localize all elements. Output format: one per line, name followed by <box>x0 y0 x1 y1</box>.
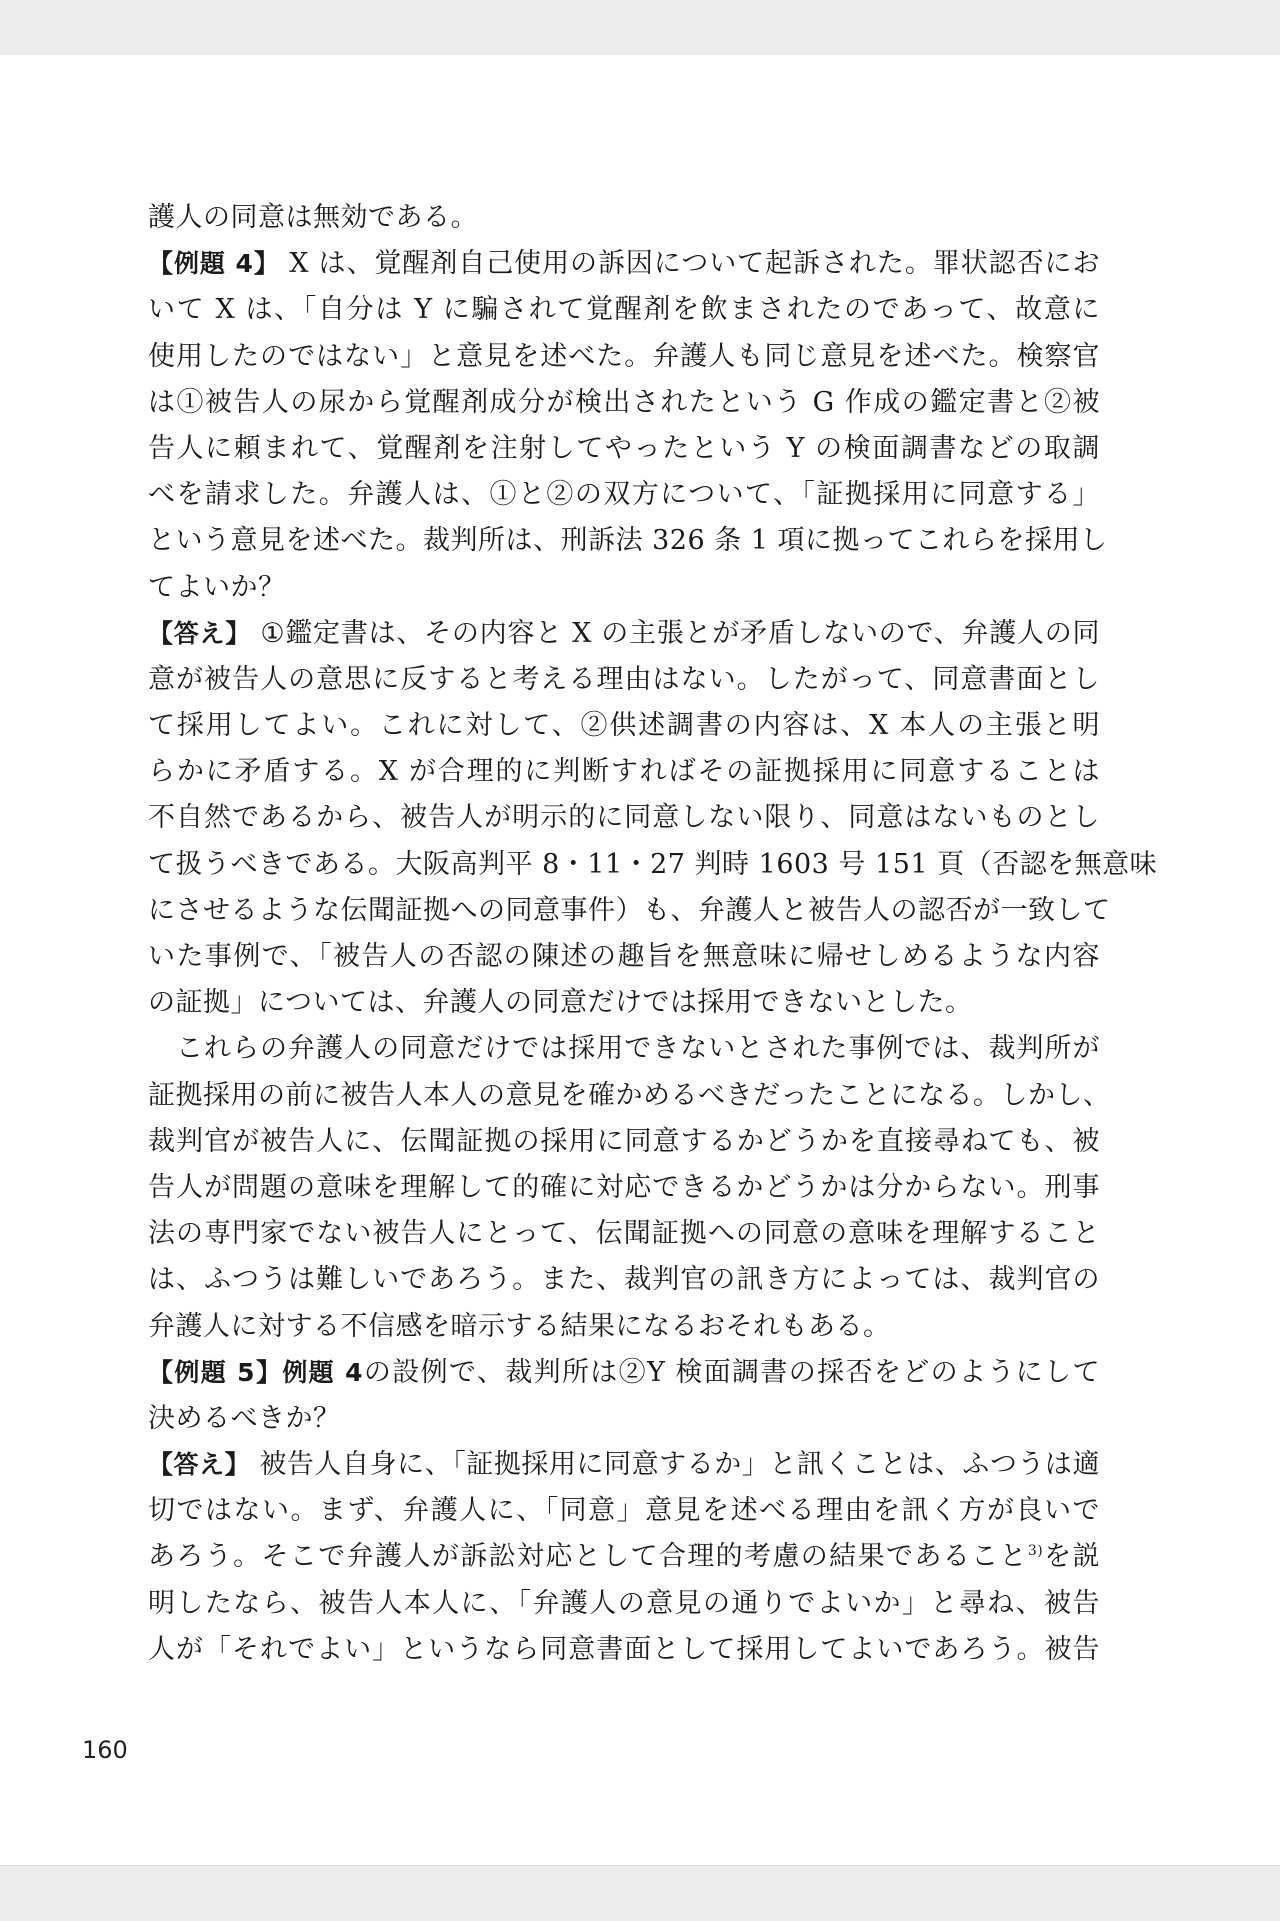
text-line: は①被告人の尿から覚醒剤成分が検出されたという G 作成の鑑定書と②被 <box>148 386 1100 418</box>
text-line: 証拠採用の前に被告人本人の意見を確かめるべきだったことになる。しかし、 <box>148 1079 1111 1111</box>
text-line: らかに矛盾する。X が合理的に判断すればその証拠採用に同意することは <box>148 756 1100 788</box>
text-segment: を説 <box>1043 1541 1100 1573</box>
footnote-line <box>148 1534 1100 1580</box>
viewer-bottom-bar <box>0 1865 1280 1921</box>
answer-4-line <box>148 611 1100 657</box>
text-line: 意が被告人の意思に反すると考える理由はない。したがって、同意書面とし <box>148 663 1100 695</box>
example-5-reference: 例題 4 <box>282 1357 364 1387</box>
answer-label: 【答え】 <box>148 618 252 648</box>
text-line: て扱うべきである。大阪高判平 8・11・27 判時 1603 号 151 頁（否認を無意味 <box>148 848 1158 880</box>
text-line: て採用してよい。これに対して、②供述調書の内容は、X 本人の主張と明 <box>148 710 1100 742</box>
text-line: てよいか？ <box>148 571 286 603</box>
text-line: 告人が問題の意味を理解して的確に対応できるかどうかは分からない。刑事 <box>148 1171 1100 1203</box>
text-line: 法の専門家でない被告人にとって、伝聞証拠への同意の意味を理解すること <box>148 1218 1100 1250</box>
text-line: の証拠」については、弁護人の同意だけでは採用できないとした。 <box>148 987 973 1019</box>
text-line: にさせるような伝聞証拠への同意事件）も、弁護人と被告人の認否が一致して <box>148 894 1111 926</box>
page-body <box>148 195 1158 1673</box>
text-line: 明したなら、被告人本人に、「弁護人の意見の通りでよいか」と尋ね、被告 <box>148 1587 1100 1619</box>
text-line: 不自然であるから、被告人が明示的に同意しない限り、同意はないものとし <box>148 802 1100 834</box>
footnote-reference[interactable]: 3) <box>1027 1543 1044 1560</box>
example-5-line <box>148 1350 1100 1396</box>
text-line: いて X は、「自分は Y に騙されて覚醒剤を飲まされたのであって、故意に <box>148 294 1100 326</box>
text-line: の設例で、裁判所は②Y 検面調書の採否をどのようにして <box>363 1356 1100 1388</box>
text-line: という意見を述べた。裁判所は、刑訴法 326 条 1 項に拠ってこれらを採用し <box>148 525 1108 557</box>
example-4-label: 【例題 4】 <box>148 249 280 279</box>
text-line: 切ではない。まず、弁護人に、「同意」意見を述べる理由を訊く方が良いで <box>148 1495 1100 1527</box>
text-line: は、ふつうは難しいであろう。また、裁判官の訊き方によっては、裁判官の <box>148 1264 1100 1296</box>
example-5-label: 【例題 5】 <box>148 1357 283 1387</box>
book-page <box>0 55 1280 1865</box>
text-line: ①鑑定書は、その内容と X の主張とが矛盾しないので、弁護人の同 <box>251 617 1100 649</box>
text-line: べを請求した。弁護人は、①と②の双方について、「証拠採用に同意する」 <box>148 479 1100 511</box>
text-line: 告人に頼まれて、覚醒剤を注射してやったという Y の検面調書などの取調 <box>148 432 1100 464</box>
page-number: 160 <box>82 1736 128 1764</box>
text-line: 裁判官が被告人に、伝聞証拠の採用に同意するかどうかを直接尋ねても、被 <box>148 1125 1100 1157</box>
answer-label: 【答え】 <box>148 1450 251 1480</box>
text-line: 護人の同意は無効である。 <box>148 202 478 233</box>
text-segment: あろう。そこで弁護人が訴訟対応として合理的考慮の結果であること <box>148 1541 1028 1573</box>
text-line: 使用したのではない」と意見を述べた。弁護人も同じ意見を述べた。検察官 <box>148 340 1100 372</box>
paragraph-start-line: これらの弁護人の同意だけでは採用できないとされた事例では、裁判所が <box>176 1033 1100 1065</box>
viewer-top-bar <box>0 0 1280 56</box>
text-line: 弁護人に対する不信感を暗示する結果になるおそれもある。 <box>148 1310 891 1342</box>
answer-5-line <box>148 1442 1100 1488</box>
text-line: 被告人自身に、「証拠採用に同意するか」と訊くことは、ふつうは適 <box>250 1449 1100 1481</box>
text-line: いた事例で、「被告人の否認の陳述の趣旨を無意味に帰せしめるような内容 <box>148 941 1100 972</box>
example-4-line <box>148 241 1100 287</box>
text-line: X は、覚醒剤自己使用の訴因について起訴された。罪状認否にお <box>279 248 1100 280</box>
text-line: 人が「それでよい」というなら同意書面として採用してよいであろう。被告 <box>148 1633 1100 1665</box>
text-line: 決めるべきか？ <box>148 1402 341 1434</box>
